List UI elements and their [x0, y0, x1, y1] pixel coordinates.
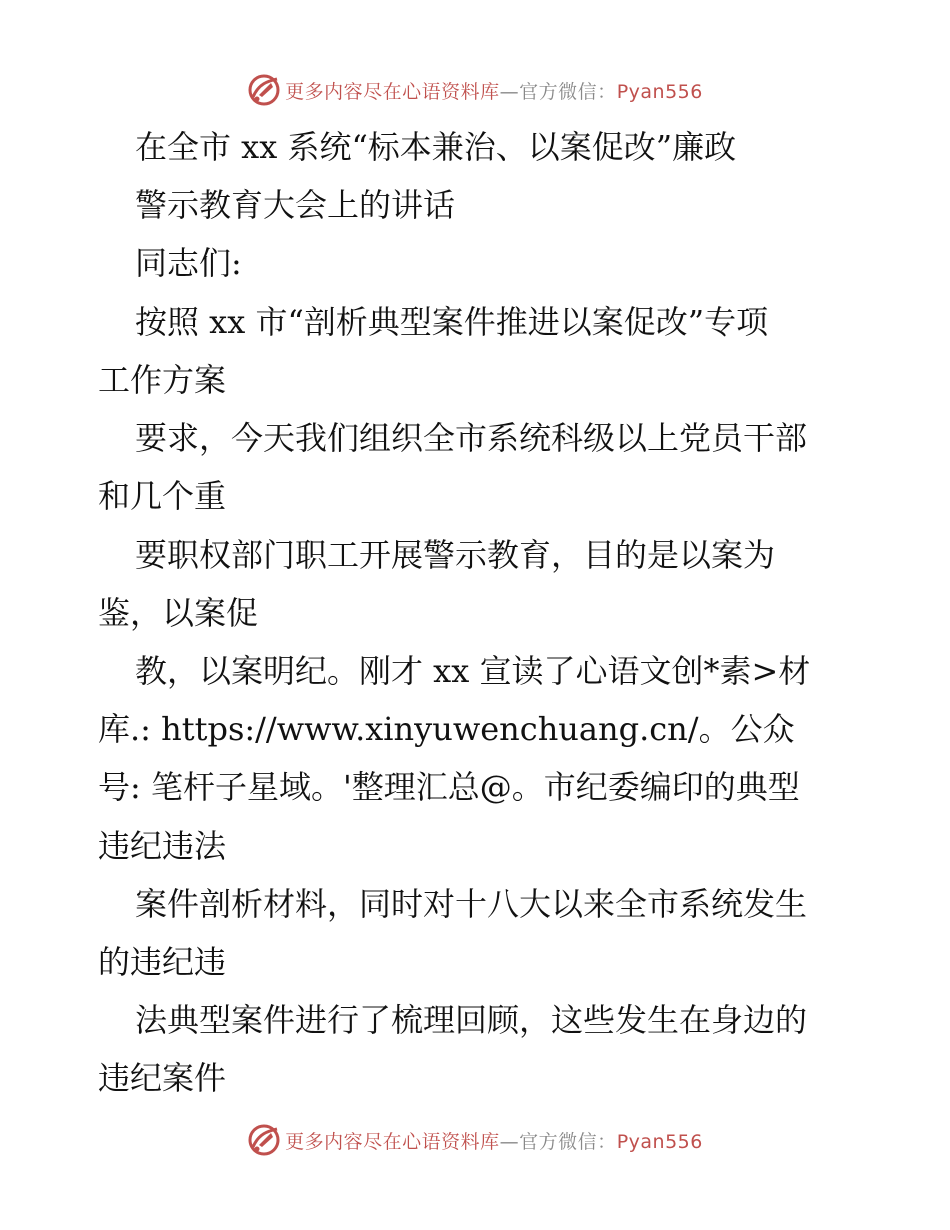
doc-title-line-2: 警示教育大会上的讲话: [135, 186, 456, 224]
banner-wechat-id: Pyan556: [616, 80, 703, 103]
doc-line: 号: 笔杆子星域。'整理汇总@。市纪委编印的典型: [98, 768, 800, 806]
doc-line: 工作方案: [98, 361, 227, 399]
banner-wechat-label: 官方微信：: [519, 80, 617, 103]
doc-salutation: 同志们:: [135, 244, 242, 282]
banner-main-text: 更多内容尽在心语资料库: [285, 1130, 500, 1153]
pen-logo-icon: [247, 1123, 281, 1157]
banner-dash: —: [499, 1130, 520, 1153]
doc-line: 案件剖析材料，同时对十八大以来全市系统发生: [135, 885, 808, 923]
doc-line: 要求，今天我们组织全市系统科级以上党员干部: [135, 419, 808, 457]
doc-line: 法典型案件进行了梳理回顾，这些发生在身边的: [135, 1001, 808, 1039]
doc-title-line-1: 在全市 xx 系统“标本兼治、以案促改”廉政: [135, 128, 737, 166]
footer-watermark-banner: [0, 1120, 950, 1160]
doc-line: 和几个重: [98, 477, 227, 515]
banner-main-text: 更多内容尽在心语资料库: [285, 80, 500, 103]
doc-line: 鉴，以案促: [98, 594, 259, 632]
doc-line: 违纪案件: [98, 1059, 227, 1097]
doc-line: 教，以案明纪。刚才 xx 宣读了心语文创*素>材: [135, 652, 811, 690]
banner-wechat-label: 官方微信：: [519, 1130, 617, 1153]
doc-line: 的违纪违: [98, 943, 227, 981]
doc-line: 要职权部门职工开展警示教育，目的是以案为: [135, 536, 776, 574]
banner-wechat-id: Pyan556: [616, 1130, 703, 1153]
doc-line: 按照 xx 市“剖析典型案件推进以案促改”专项: [135, 303, 769, 341]
banner-dash: —: [499, 80, 520, 103]
doc-line: 库.: https://www.xinyuwenchuang.cn/。公众: [98, 710, 795, 748]
doc-line: 违纪违法: [98, 827, 227, 865]
